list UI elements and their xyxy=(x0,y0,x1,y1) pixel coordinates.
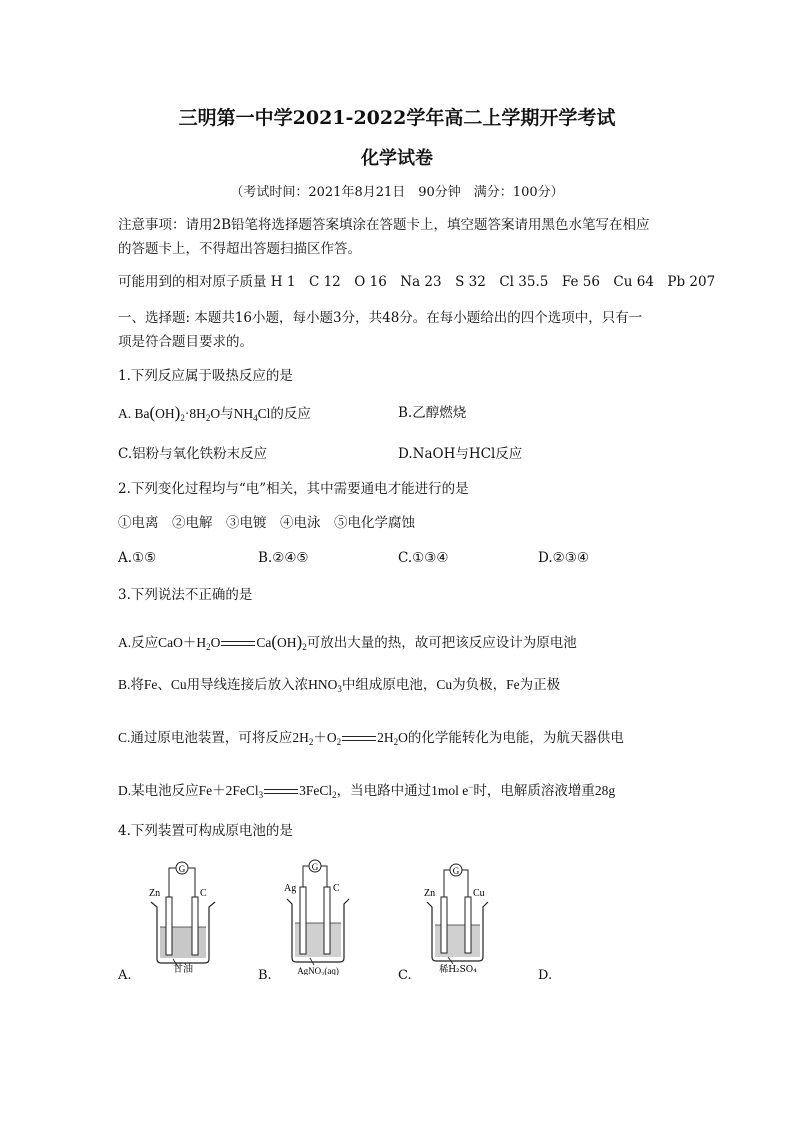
q3-c-prod: 2H xyxy=(377,730,394,745)
q1-a-oh: OH xyxy=(155,406,175,421)
q4-stem: 4.下列装置可构成原电池的是 xyxy=(118,823,293,839)
electrode-label-b-right: C xyxy=(333,883,340,894)
q1-a-sub-b: 2 xyxy=(205,413,211,423)
q1-option-b[interactable]: B.乙醇燃烧 xyxy=(398,405,467,421)
q3-d-sub-1: 3 xyxy=(258,790,264,800)
electrode-label-a-right: C xyxy=(200,888,207,899)
q3-a-mid: O xyxy=(210,635,221,650)
q4-figure-c xyxy=(420,855,500,975)
q3-a-oh: OH xyxy=(277,635,297,650)
q3-option-d[interactable] xyxy=(118,782,615,800)
q3-d-pre: D.某电池反应Fe＋2FeCl xyxy=(118,783,259,798)
galvanic-cell-b-diagram xyxy=(280,855,362,975)
q1-a-sub-4: 4 xyxy=(253,413,258,423)
q4-option-c[interactable]: C. xyxy=(398,968,412,983)
q4-figure-b xyxy=(280,855,362,975)
q3-d-prod: 3FeCl xyxy=(299,783,333,798)
q3-d-mid: ，当电路中通过1mol e xyxy=(336,783,469,798)
solution-label-b: AgNO₃(aq) xyxy=(297,966,339,975)
notice-line-1: 注意事项：请用2B铅笔将选择题答案填涂在答题卡上，填空题答案请用黑色水笔写在相应 xyxy=(118,217,650,233)
electrode-label-a-left: Zn xyxy=(149,888,161,899)
q3-b-sub: 3 xyxy=(337,684,342,694)
meter-label-b: G xyxy=(311,862,319,872)
q3-option-a[interactable]: A.反应$CaO+H_2O$ $Ca(OH)_2$可放出大量的热，故可把该反应设计为原电池 xyxy=(118,632,577,652)
q3-option-b[interactable] xyxy=(118,676,560,694)
q1-a-prefix: A. Ba xyxy=(118,406,150,421)
q3-b-pre: B.将Fe、Cu用导线连接后放入浓HNO xyxy=(118,677,338,692)
q1-a-o: O与NH xyxy=(210,406,254,421)
q3-b-end: 中组成原电池，Cu为负极，Fe为正极 xyxy=(341,677,561,692)
meter-label-c: G xyxy=(452,866,460,876)
q3-option-c[interactable] xyxy=(118,729,624,747)
q3-c-sub-3: 2 xyxy=(393,737,399,747)
q3-stem: 3.下列说法不正确的是 xyxy=(118,587,253,603)
section-heading-line-2: 项是符合题目要求的。 xyxy=(118,334,253,350)
solution-label-c: 稀H₂SO₄ xyxy=(439,965,477,975)
q2-items: ①电离 ②电解 ③电镀 ④电泳 ⑤电化学腐蚀 xyxy=(118,515,415,531)
q3-d-end: 时，电解质溶液增重28g xyxy=(473,783,616,798)
electrode-label-c-right: Cu xyxy=(473,888,485,899)
q3-d-sup: − xyxy=(468,782,474,792)
q1-a-mid: ·8H xyxy=(184,406,206,421)
q3-c-mid: ＋O xyxy=(313,730,337,745)
notice-line-2: 的答题卡上，不得超出答题扫描区作答。 xyxy=(118,241,361,257)
atomic-masses: 可能用到的相对原子质量 H 1 C 12 O 16 Na 23 S 32 Cl 35.5 Fe 56 Cu 64 Pb 207 xyxy=(118,274,716,290)
galvanic-cell-a-diagram xyxy=(145,855,225,975)
q3-d-sub-2: 2 xyxy=(332,790,337,800)
q3-c-equals-sign xyxy=(342,734,376,744)
q3-a-pre: A.反应CaO＋H xyxy=(118,635,207,650)
exam-title: 三明第一中学2021-2022学年高二上学期开学考试 xyxy=(178,107,616,129)
electrode-label-b-left: Ag xyxy=(284,883,297,894)
section-heading-line-1: 一、选择题: 本题共16小题，每小题3分，共48分。在每小题给出的四个选项中，只有一 xyxy=(118,310,643,326)
q3-c-sub-1: 2 xyxy=(308,737,314,747)
galvanic-cell-c-diagram xyxy=(420,855,500,975)
q3-a-sub: 2 xyxy=(206,642,211,652)
q4-option-d[interactable]: D. xyxy=(538,968,553,983)
meter-label-a: G xyxy=(178,864,186,874)
exam-subtitle: 化学试卷 xyxy=(361,148,433,169)
q4-option-a[interactable]: A. xyxy=(118,968,132,983)
q1-a-end: Cl的反应 xyxy=(257,406,311,421)
q2-option-b[interactable]: B.②④⑤ xyxy=(258,550,309,566)
q2-stem: 2.下列变化过程均与“电”相关，其中需要通电才能进行的是 xyxy=(118,481,469,497)
solution-label-a: 甘油 xyxy=(173,964,193,975)
q3-a-end: 可放出大量的热，故可把该反应设计为原电池 xyxy=(306,635,577,650)
q1-option-d[interactable]: D.NaOH与HCl反应 xyxy=(398,446,523,462)
q2-option-a[interactable]: A.①⑤ xyxy=(118,550,157,566)
exam-info: （考试时间：2021年8月21日 90分钟 满分：100分） xyxy=(230,185,564,200)
q3-c-sub-2: 2 xyxy=(336,737,342,747)
q4-option-b[interactable]: B. xyxy=(258,968,272,983)
q2-option-c[interactable]: C.①③④ xyxy=(398,550,449,566)
q1-stem: 1.下列反应属于吸热反应的是 xyxy=(118,368,293,384)
q1-a-sub: 2 xyxy=(180,413,185,423)
electrode-label-c-left: Zn xyxy=(424,888,436,899)
q3-c-end: O的化学能转化为电能，为航天器供电 xyxy=(398,730,624,745)
q3-a-equals-sign xyxy=(221,639,255,649)
q1-option-c[interactable]: C.铝粉与氧化铁粉末反应 xyxy=(118,446,268,462)
q3-d-equals-sign xyxy=(264,787,298,797)
q4-figure-a xyxy=(145,855,225,975)
q3-c-pre: C.通过原电池装置，可将反应2H xyxy=(118,730,309,745)
q3-a-prod: Ca xyxy=(256,635,272,650)
q1-option-a[interactable]: A. $Ba(OH)_2\cdot 8H_2O$与$NH_4Cl$的反应 xyxy=(118,403,311,423)
q2-option-d[interactable]: D.②③④ xyxy=(538,550,589,566)
q3-a-sub-2: 2 xyxy=(302,642,307,652)
